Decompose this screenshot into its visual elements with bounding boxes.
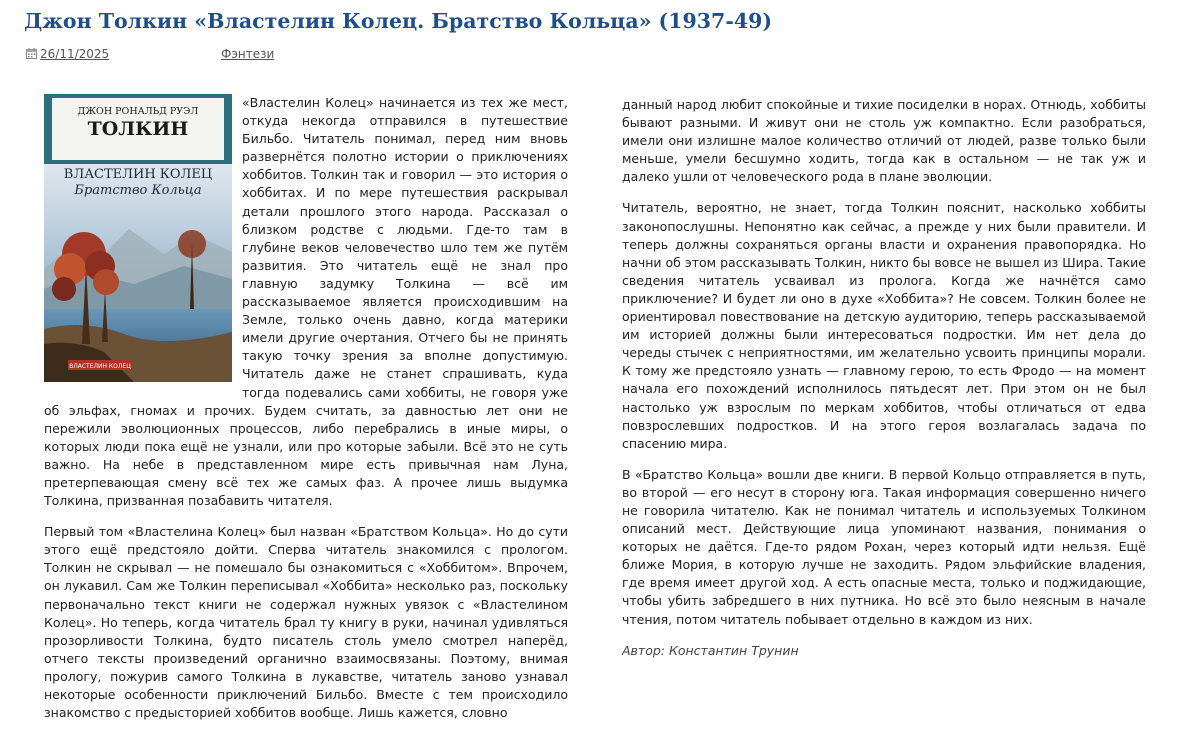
calendar-icon (26, 48, 37, 59)
post-date (26, 47, 109, 61)
post-date-link[interactable]: 26/11/2025 (40, 47, 110, 61)
cover-subtitle: Братство Кольца (74, 183, 202, 198)
cover-series: ВЛАСТЕЛИН КОЛЕЦ (69, 363, 131, 370)
article-column-right (622, 96, 1146, 673)
book-cover (44, 94, 232, 382)
cover-author: ДЖОН РОНАЛЬД РУЭЛ (77, 106, 199, 117)
paragraph: данный народ любит спокойные и тихие посиделки в норах. Отнюдь, хоббиты бывают разными. И живут они не столь уж компактно. Если разобраться, имели они излишне малое количество отличий от людей, разве только были меньше, умели бесшумно ходить, тогда как в остальном — не так уж и далеко ушли от человеческого рода в плане эволюции. (622, 97, 1146, 185)
article-column-left (44, 94, 568, 735)
paragraph: «Властелин Колец» начинается из тех же мест, откуда некогда отправился в путешествие Бильбо. Читатель понимал, перед ним вновь развернётся полотно истории о приключениях хоббитов. Толкин так и говорил — это история о хоббитах. И по мере путешествия раскрывал детали прошлого этого народа. Рассказал о близком родстве с людьми. Где-то там в глубине веков человечество шло тем же путём развития. Это читатель ещё не знал про главную задумку Толкина — всё им рассказываемое является происходившим на Земле, только очень давно, когда материки имели другие очертания. Отчего бы не принять такую точку зрения за вполне допустимую. Читатель даже не станет спрашивать, куда тогда подевались сами хоббиты, не говоря уже об эльфах, гномах и прочих. Будем считать, за давностью лет они не пережили эволюционных процессов, либо перебрались в иные миры, о которых люди пока ещё не узнали, или про которые забыли. Всё это не суть важно. На небе в представленном мире есть привычная нам Луна, претерпевающая смену всё тех же самых фаз. А прочее лишь выдумка Толкина, призванная позабавить читателя. (44, 95, 568, 509)
author-credit: Автор: Константин Трунин (622, 642, 799, 658)
paragraph: Читатель, вероятно, не знает, тогда Толкин пояснит, насколько хоббиты законопослушны. Непонятно как сейчас, а прежде у них были правители. И теперь должны сохраняться органы власти и охранения правопорядка. Но начни об этом рассказывать Толкин, никто бы вовсе не вышел из Шира. Такие сведения читатель усваивал из пролога. Когда же начнётся само приключение? И будет ли оно в духе «Хоббита»? Не совсем. Толкин более не ориентировал повествование на детскую аудиторию, теперь рассказываемой им историей должны были интересоваться подростки. Им нет дела до череды стычек с неприятностями, им желательно усвоить принципы морали. К тому же предстояло узнать — главному герою, то есть Фродо — на момент начала его похождений исполнилось пятьдесят лет. При этом он не был настолько уж взрослым по меркам хоббитов, чтобы отличаться от едва повзрослевших подростков. И на этого героя возлагалась задача по спасению мира. (622, 200, 1146, 451)
article-title: Джон Толкин «Властелин Колец. Братство Кольца» (1937-49) (24, 9, 773, 33)
book-cover-image (44, 94, 232, 382)
cover-title: ВЛАСТЕЛИН КОЛЕЦ (63, 167, 213, 182)
category-link[interactable]: Фэнтези (221, 47, 275, 61)
paragraph: Первый том «Властелина Колец» был назван «Братством Кольца». Но до сути этого ещё предстояло дойти. Сперва читатель знакомился с прологом. Толкин не скрывал — не помешало бы ознакомиться с «Хоббитом». Впрочем, он лукавил. Сам же Толкин переписывал «Хоббита» несколько раз, поскольку первоначально текст книги не содержал нужных увязок с «Властелином Колец». Но теперь, когда читатель брал ту книгу в руки, начинал удивляться прозорливости Толкина, будто писатель столь умело смотрел наперёд, отчего тексты произведений органично взаимосвязаны. Поэтому, внимая прологу, пожурив самого Толкина в лукавстве, читатель заново узнавал некоторые особенности приключений Бильбо. Вместе с тем происходило знакомство с предысторией хоббитов вообще. Лишь кажется, словно (44, 524, 568, 721)
cover-surname: ТОЛКИН (87, 118, 189, 140)
paragraph: В «Братство Кольца» вошли две книги. В первой Кольцо отправляется в путь, во второй — его несут в сторону юга. Такая информация совершенно ничего не говорила читателю. Как не понимал читатель и используемых Толкином описаний мест. Действующие лица упоминают названия, понимания о которых не даётся. Где-то рядом Рохан, через который идти нельзя. Ещё ближе Мория, в которую лучше не заходить. Рядом эльфийские владения, где время имеет другой ход. А есть опасные места, только и поджидающие, чтобы убить забредшего в них путника. Но всё это было неясным в начале чтения, потом читатель побывает отдельно в каждом из них. (622, 466, 1146, 627)
